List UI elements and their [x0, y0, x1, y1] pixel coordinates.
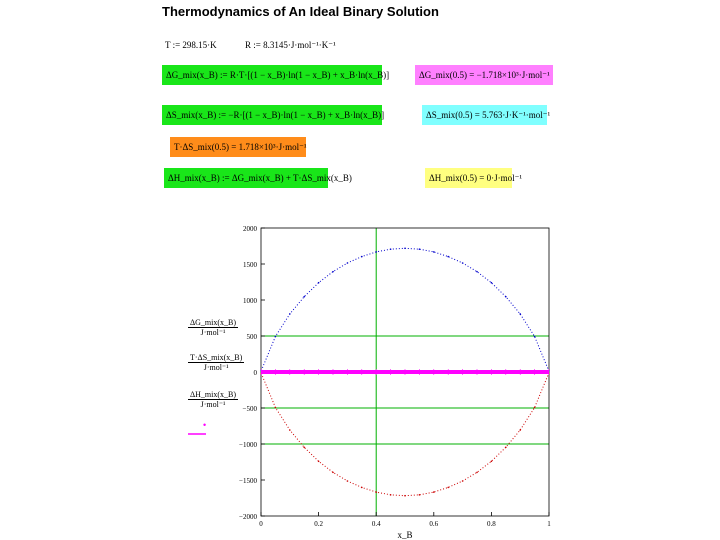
y-tick-label: 2000: [243, 225, 257, 233]
y-tick-label: 1500: [243, 261, 257, 269]
series-point-gmix: [347, 480, 349, 482]
legend-marker: •: [203, 420, 207, 430]
tsmix-axis-label-denominator: J·mol⁻¹: [203, 363, 229, 372]
x-tick-label: 0: [259, 520, 263, 528]
series-point-tsmix: [519, 313, 521, 315]
series-point-gmix: [390, 494, 392, 496]
x-tick-label: 1: [547, 520, 551, 528]
series-point-tsmix: [491, 282, 493, 284]
series-point-tsmix: [447, 256, 449, 258]
series-point-gmix: [318, 460, 320, 462]
y-tick-label: −2000: [239, 513, 257, 521]
x-axis-label: x_B: [397, 530, 413, 540]
series-point-gmix: [476, 472, 478, 474]
y-tick-label: −1000: [239, 441, 257, 449]
series-point-tsmix: [275, 336, 277, 338]
series-point-gmix: [303, 447, 305, 449]
series-point-gmix: [275, 407, 277, 409]
series-point-gmix: [519, 429, 521, 431]
gmix-result-box[interactable]: ΔG_mix(0.5) = −1.718×10³·J·mol⁻¹: [415, 65, 553, 85]
y-tick-label: 0: [253, 369, 257, 377]
series-point-tsmix: [332, 271, 334, 273]
series-point-gmix: [491, 460, 493, 462]
series-point-gmix: [361, 487, 363, 489]
series-point-gmix: [375, 491, 377, 493]
series-point-tsmix: [289, 313, 291, 315]
series-point-tsmix: [303, 296, 305, 298]
y-tick-label: 500: [246, 333, 257, 341]
series-point-tsmix: [534, 336, 536, 338]
hmix-axis-label-numerator: ΔH_mix(x_B): [190, 390, 237, 399]
smix-result-box[interactable]: ΔS_mix(0.5) = 5.763·J·K⁻¹·mol⁻¹: [422, 105, 547, 125]
series-point-tsmix: [476, 271, 478, 273]
series-point-tsmix: [419, 248, 421, 250]
x-tick-label: 0.6: [429, 520, 439, 528]
series-point-gmix: [289, 429, 291, 431]
series-point-tsmix: [404, 248, 406, 250]
smix-definition-box[interactable]: ΔS_mix(x_B) := −R·[(1 − x_B)·ln(1 − x_B) + x_B·ln(x_B)]: [162, 105, 382, 125]
gmix-axis-label-numerator: ΔG_mix(x_B): [190, 318, 237, 327]
y-tick-label: 1000: [243, 297, 257, 305]
series-point-tsmix: [433, 251, 435, 253]
y-tick-label: −500: [242, 405, 257, 413]
page-title: Thermodynamics of An Ideal Binary Solution: [162, 4, 439, 19]
series-point-tsmix: [375, 251, 377, 253]
series-point-gmix: [505, 447, 507, 449]
hmix-axis-label-denominator: J·mol⁻¹: [200, 400, 226, 409]
series-point-tsmix: [361, 256, 363, 258]
tsmix-axis-label-numerator: T·ΔS_mix(x_B): [190, 353, 243, 362]
series-point-tsmix: [462, 262, 464, 264]
plot-series: [260, 248, 549, 497]
series-line-gmix: [261, 373, 548, 495]
series-point-gmix: [404, 495, 406, 497]
gmix-axis-label-denominator: J·mol⁻¹: [200, 328, 226, 337]
series-point-gmix: [462, 480, 464, 482]
temperature-definition[interactable]: T := 298.15·K: [165, 40, 217, 50]
plot-axes: [239, 225, 551, 528]
series-point-tsmix: [505, 296, 507, 298]
hmix-definition-box[interactable]: ΔH_mix(x_B) := ΔG_mix(x_B) + T·ΔS_mix(x_B): [164, 168, 328, 188]
x-tick-label: 0.8: [487, 520, 496, 528]
series-point-gmix: [332, 472, 334, 474]
series-point-tsmix: [318, 282, 320, 284]
series-point-gmix: [433, 491, 435, 493]
y-tick-label: −1500: [239, 477, 257, 485]
tsmix-result-box[interactable]: T·ΔS_mix(0.5) = 1.718×10³·J·mol⁻¹: [170, 137, 306, 157]
series-point-tsmix: [390, 248, 392, 250]
x-tick-label: 0.4: [371, 520, 381, 528]
gas-constant-definition[interactable]: R := 8.3145·J·mol⁻¹·K⁻¹: [245, 40, 336, 50]
gmix-definition-box[interactable]: ΔG_mix(x_B) := R·T·[(1 − x_B)·ln(1 − x_B) + x_B·ln(x_B)]: [162, 65, 382, 85]
series-point-tsmix: [347, 262, 349, 264]
series-line-tsmix: [261, 248, 548, 370]
series-point-gmix: [534, 407, 536, 409]
x-tick-label: 0.2: [314, 520, 323, 528]
series-point-gmix: [447, 487, 449, 489]
hmix-result-box[interactable]: ΔH_mix(0.5) = 0·J·mol⁻¹: [425, 168, 512, 188]
series-point-gmix: [419, 494, 421, 496]
